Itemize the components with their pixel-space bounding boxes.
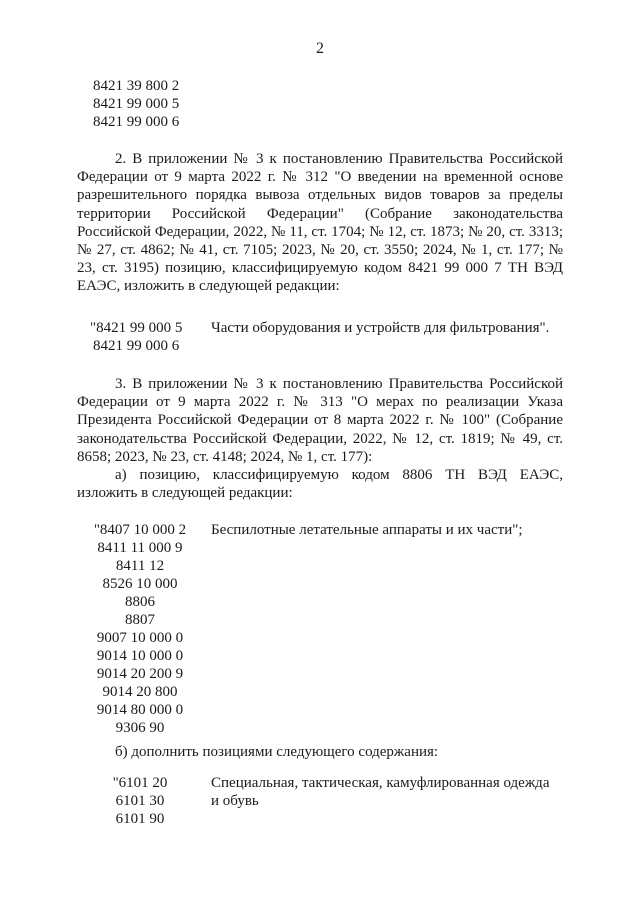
code-line: "8421 99 000 5 bbox=[90, 320, 183, 336]
code-line: 6101 30 bbox=[115, 793, 165, 809]
section-2-entry-description: Части оборудования и устройств для фильтрования". bbox=[211, 320, 550, 336]
code-line: 9014 10 000 0 bbox=[96, 648, 184, 664]
code-line: 8411 11 000 9 bbox=[97, 540, 183, 556]
section-3-entry-b-description: Специальная, тактическая, камуфлированная одежда и обувь bbox=[211, 775, 550, 809]
code-line: 8411 12 bbox=[115, 558, 165, 574]
code-line: 8421 99 000 6 bbox=[93, 114, 180, 130]
code-line: 8421 99 000 5 bbox=[93, 96, 180, 112]
section-3-item-b: б) дополнить позициями следующего содержания: bbox=[115, 744, 439, 760]
section-3-entry-b-codes bbox=[108, 774, 172, 828]
code-line: 9007 10 000 0 bbox=[96, 630, 184, 646]
code-line: 8421 39 800 2 bbox=[93, 78, 180, 94]
section-2-entry-codes bbox=[90, 319, 188, 355]
code-line: 8806 bbox=[125, 594, 155, 610]
top-code-list bbox=[93, 77, 179, 131]
section-3-paragraph: 3. В приложении № 3 к постановлению Правительства Российской Федерации от 9 марта 2022 г. № 313 "О мерах по реализации Указа Президента Российской Федерации от 8 марта 2022 г. № 100" (Собрание законодательства Российской Федерации, 2022, № 12, ст. 1819; № 49, ст. 8658; 2023, № 23, ст. 4148; 2024, № 1, ст. 177): bbox=[77, 376, 563, 465]
section-2-paragraph: 2. В приложении № 3 к постановлению Правительства Российской Федерации от 9 марта 2022 г. № 312 "О введении на временной основе разрешительного порядка вывоза отдельных видов товаров за пределы территории Российской Федерации" (Собрание законодательства Российской Федерации, 2022, № 11, ст. 1704; № 12, ст. 1873; № 20, ст. 3313; № 27, ст. 4862; № 41, ст. 7105; 2023, № 20, ст. 3550; 2024, № 1, ст. 177; № 23, ст. 3195) позицию, классифицируемую кодом 8421 99 000 7 ТН ВЭД ЕАЭС, изложить в следующей редакции: bbox=[77, 151, 563, 295]
code-line: 8421 99 000 6 bbox=[93, 338, 180, 354]
code-line: 6101 90 bbox=[115, 811, 165, 827]
code-line: 8807 bbox=[125, 612, 155, 628]
code-line: "6101 20 bbox=[112, 775, 168, 791]
section-3-entry-a-description: Беспилотные летательные аппараты и их части"; bbox=[211, 522, 523, 538]
page-number: 2 bbox=[316, 40, 324, 57]
code-line: "8407 10 000 2 bbox=[93, 522, 187, 538]
section-3-entry-a-codes bbox=[88, 521, 192, 737]
code-line: 9014 80 000 0 bbox=[96, 702, 184, 718]
code-line: 8526 10 000 bbox=[102, 576, 178, 592]
code-line: 9306 90 bbox=[115, 720, 165, 736]
code-line: 9014 20 800 bbox=[102, 684, 178, 700]
code-line: 9014 20 200 9 bbox=[96, 666, 184, 682]
section-3-item-a: а) позицию, классифицируемую кодом 8806 ТН ВЭД ЕАЭС, изложить в следующей редакции: bbox=[77, 467, 563, 502]
